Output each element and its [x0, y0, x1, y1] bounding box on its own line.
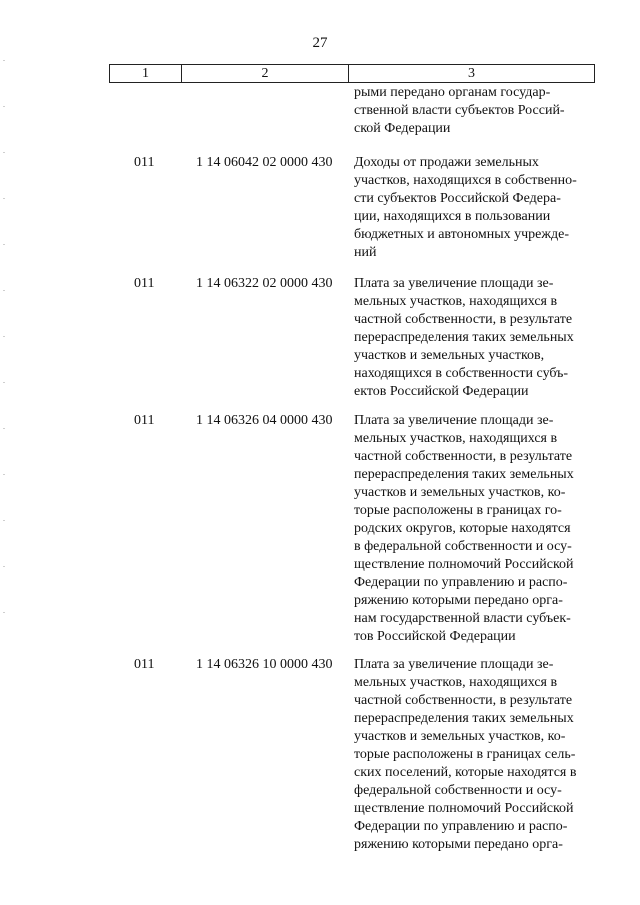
page-number: 27 — [312, 35, 328, 51]
revenue-description: Плата за увеличение площади зе- мельных участков, находящихся в частной собственности, в результате перераспределения таких земельных участков и земельных участков, ко- торые расположены в границах го- родских округов, которые находятся в федеральной собственности и осу- ществление полномочий Российской Федерации по управлению и распо- ряжению которыми передано орга- нам государственной власти субъек- тов Российской Федерации — [354, 413, 574, 644]
admin-code: 011 — [134, 155, 155, 170]
admin-code: 011 — [134, 276, 155, 291]
table-header — [109, 64, 595, 83]
table-header-col-2: 2 — [182, 65, 349, 82]
budget-classification-code: 1 14 06042 02 0000 430 — [196, 155, 333, 170]
table-header-col-1: 1 — [110, 65, 182, 82]
budget-classification-code: 1 14 06322 02 0000 430 — [196, 276, 333, 291]
revenue-description: Доходы от продажи земельных участков, находящихся в собственно- сти субъектов Российской Федера- ции, находящихся в пользовании бюджетных и автономных учрежде- ний — [354, 155, 577, 260]
table-header-col-3: 3 — [468, 66, 475, 81]
revenue-description: Плата за увеличение площади зе- мельных участков, находящихся в частной собственности, в результате перераспределения таких земельных участков и земельных участков, ко- торые расположены в границах сель- ских поселений, которые находятся в федеральной собственности и осу- ществление полномочий Российской Федерации по управлению и распо- ряжению которыми передано орга- — [354, 657, 577, 852]
scan-edge-marks — [3, 60, 5, 620]
admin-code: 011 — [134, 657, 155, 672]
admin-code: 011 — [134, 413, 155, 428]
budget-classification-code: 1 14 06326 10 0000 430 — [196, 657, 333, 672]
budget-classification-code: 1 14 06326 04 0000 430 — [196, 413, 333, 428]
revenue-description: Плата за увеличение площади зе- мельных участков, находящихся в частной собственности, в результате перераспределения таких земельных участков и земельных участков, находящихся в собственности субъ- ектов Российской Федерации — [354, 276, 574, 399]
continued-description: рыми передано органам государ- ственной власти субъектов Россий- ской Федерации — [354, 85, 565, 136]
